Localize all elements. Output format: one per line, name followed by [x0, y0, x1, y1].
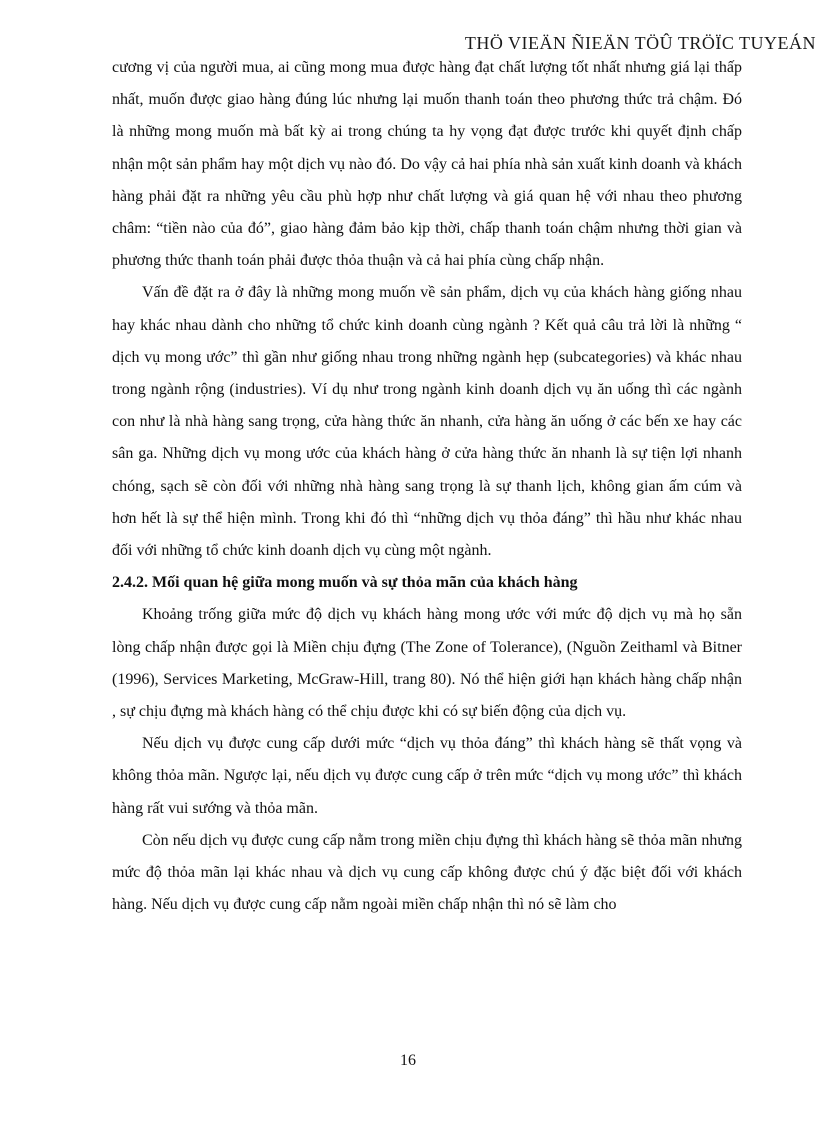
paragraph-2: Vấn đề đặt ra ở đây là những mong muốn về sản phẩm, dịch vụ của khách hàng giống nhau hay khác nhau dành cho những tổ chức kinh doanh cùng ngành ? Kết quả câu trả lời là những “ dịch vụ mong ước” thì gần như giống nhau trong những ngành hẹp (subcategories) và khác nhau trong ngành rộng (industries). Ví dụ như trong ngành kinh doanh dịch vụ ăn uống thì các ngành con như là nhà hàng sang trọng, cửa hàng thức ăn nhanh, cửa hàng ăn uống ở các bến xe hay các sân ga. Những dịch vụ mong ước của khách hàng ở cửa hàng thức ăn nhanh là sự tiện lợi nhanh chóng, sạch sẽ còn đối với những nhà hàng sang trọng là sự thanh lịch, không gian ấm cúm và hơn hết là sự thể hiện mình. Trong khi đó thì “những dịch vụ thỏa đáng” thì hầu như khác nhau đối với những tổ chức kinh doanh dịch vụ cùng một ngành.	[112, 284, 742, 560]
paragraph-3: Khoảng trống giữa mức độ dịch vụ khách hàng mong ước với mức độ dịch vụ mà họ sẵn lòng chấp nhận được gọi là Miền chịu đựng (The Zone of Tolerance), (Nguồn Zeithaml và Bitner (1996), Services Marketing, McGraw-Hill, trang 80). Nó thể hiện giới hạn khách hàng chấp nhận , sự chịu đựng mà khách hàng có thể chịu được khi có sự biến động của dịch vụ.	[112, 606, 742, 721]
paragraph-4: Nếu dịch vụ được cung cấp dưới mức “dịch vụ thỏa đáng” thì khách hàng sẽ thất vọng và không thỏa mãn. Ngược lại, nếu dịch vụ được cung cấp ở trên mức “dịch vụ mong ước” thì khách hàng rất vui sướng và thỏa mãn.	[112, 735, 742, 817]
document-page	[112, 52, 742, 921]
section-heading-2-4-2: 2.4.2. Mối quan hệ giữa mong muốn và sự thỏa mãn của khách hàng	[112, 574, 578, 592]
page-number: 16	[400, 1052, 416, 1069]
paragraph-5: Còn nếu dịch vụ được cung cấp nằm trong miền chịu đựng thì khách hàng sẽ thỏa mãn nhưng mức độ thỏa mãn lại khác nhau và dịch vụ cung cấp không được chú ý đặc biệt đối với khách hàng. Nếu dịch vụ được cung cấp nằm ngoài miền chấp nhận thì nó sẽ làm cho	[112, 831, 742, 914]
library-watermark: THÖ VIEÄN ÑIEÄN TÖÛ TRÖÏC TUYEÁN	[464, 33, 816, 53]
paragraph-1: cương vị của người mua, ai cũng mong mua được hàng đạt chất lượng tốt nhất nhưng giá lại thấp nhất, muốn được giao hàng đúng lúc nhưng lại muốn thanh toán theo phương thức trả chậm. Đó là những mong muốn mà bất kỳ ai trong chúng ta hy vọng đạt được trước khi quyết định chấp nhận một sản phẩm hay một dịch vụ nào đó. Do vậy cả hai phía nhà sản xuất kinh doanh và khách hàng phải đặt ra những yêu cầu phù hợp như chất lượng và giá quan hệ với nhau theo phương châm: “tiền nào của đó”, giao hàng đảm bảo kịp thời, chấp thanh toán chậm nhưng thời gian và phương thức thanh toán phải được thỏa thuận và cả hai phía cùng chấp nhận.	[112, 59, 742, 270]
